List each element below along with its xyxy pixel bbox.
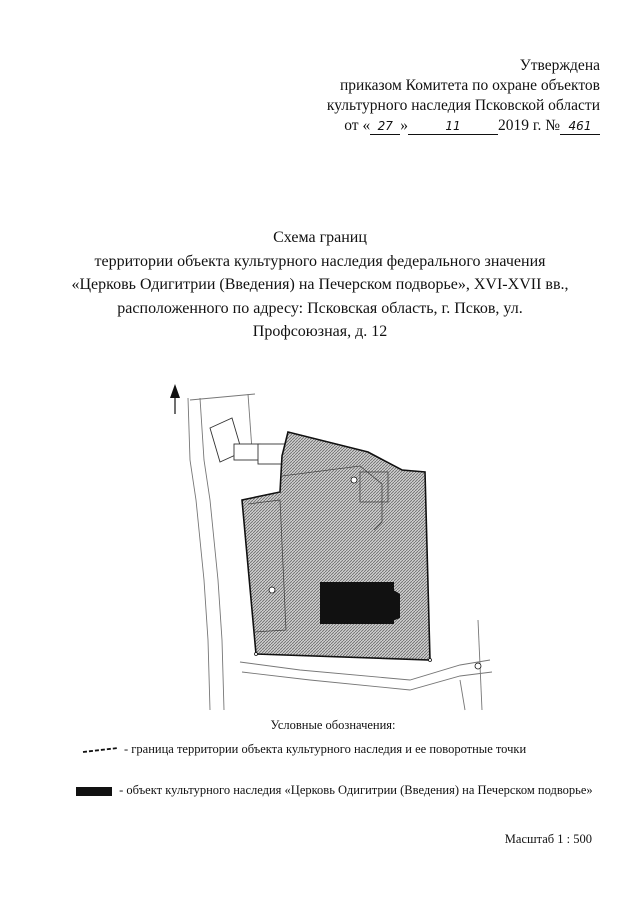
approval-line-2: приказом Комитета по охране объектов [339, 77, 600, 94]
object-block-icon [76, 787, 112, 796]
date-month: 11 [408, 119, 498, 135]
title-line-4: расположенного по адресу: Псковская область, г. Псков, ул. [117, 299, 523, 317]
boundary-line-icon [82, 746, 120, 754]
date-prefix: от « [344, 117, 371, 134]
legend-object-text: - объект культурного наследия «Церковь Одигитрии (Введения) на Печерском подворье» [116, 783, 593, 797]
north-arrow-icon [170, 384, 180, 414]
date-day: 27 [370, 119, 400, 135]
legend-object-row [76, 782, 596, 799]
approval-line-1: Утверждена [519, 57, 600, 74]
approval-line-3: культурного наследия Псковской области [326, 97, 600, 114]
title-line-5: Профсоюзная, д. 12 [252, 323, 388, 340]
approval-stamp [300, 56, 600, 136]
map-scale: Масштаб 1 : 500 [504, 832, 592, 846]
church-object [320, 582, 394, 624]
adjacent-buildings [210, 418, 286, 464]
document-title [40, 226, 600, 344]
title-line-1: Схема границ [273, 229, 367, 246]
approval-date-line [300, 116, 600, 136]
boundary-map [160, 380, 500, 720]
title-line-2: территории объекта культурного наследия федерального значения [94, 252, 546, 270]
order-number: 461 [560, 119, 600, 135]
territory-boundary [242, 432, 430, 660]
legend-boundary-row [82, 741, 612, 758]
legend-heading: Условные обозначения: [270, 718, 396, 732]
legend-boundary-text: - граница территории объекта культурного наследия и ее поворотные точки [124, 742, 527, 756]
date-mid: » [400, 117, 408, 134]
title-line-3: «Церковь Одигитрии (Введения) на Печерском подворье», XVI-XVII вв., [71, 276, 569, 293]
date-year: 2019 г. № [497, 117, 560, 134]
